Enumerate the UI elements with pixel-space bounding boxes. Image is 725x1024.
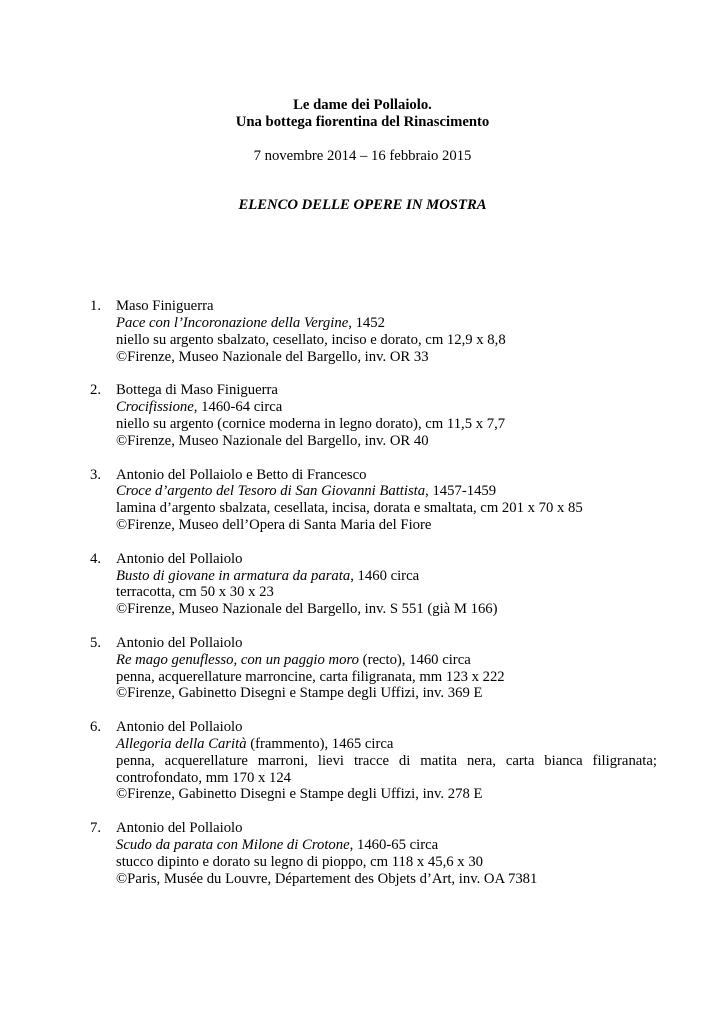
work-technique: lamina d’argento sbalzata, cesellata, incisa, dorata e smaltata, cm 201 x 70 x 85	[116, 500, 583, 517]
exhibition-dates: 7 novembre 2014 – 16 febbraio 2015	[253, 147, 472, 164]
work-title-rest: (recto), 1460 circa	[359, 651, 471, 668]
work-title-rest: , 1460-64 circa	[193, 399, 283, 416]
work-credit: ©Firenze, Museo Nazionale del Bargello, inv. S 551 (già M 166)	[116, 601, 498, 618]
work-title-line	[116, 315, 657, 332]
work-title-rest: , 1460-65 circa	[349, 836, 439, 853]
work-title: Crocifissione	[116, 399, 194, 416]
work-author: Antonio del Pollaiolo e Betto di Francesco	[116, 466, 367, 483]
list-item	[0, 719, 725, 803]
work-author: Bottega di Maso Finiguerra	[116, 382, 278, 399]
item-number: 2.	[90, 382, 102, 399]
work-title-line	[116, 736, 657, 753]
list-item	[0, 298, 725, 365]
item-body	[116, 635, 657, 702]
work-technique: niello su argento sbalzato, cesellato, inciso e dorato, cm 12,9 x 8,8	[116, 331, 506, 348]
item-number: 5.	[90, 634, 102, 651]
title-line-1: Le dame dei Pollaiolo.	[293, 97, 432, 113]
list-item	[0, 382, 725, 449]
work-title-line	[116, 837, 657, 854]
work-author: Maso Finiguerra	[116, 298, 214, 315]
item-body	[116, 467, 657, 534]
work-author: Antonio del Pollaiolo	[116, 634, 243, 651]
list-item	[0, 467, 725, 534]
work-title-rest: , 1460 circa	[350, 567, 420, 584]
work-credit: ©Firenze, Museo dell’Opera di Santa Maria del Fiore	[116, 516, 432, 533]
work-title: Allegoria della Carità	[116, 735, 247, 752]
work-credit: ©Firenze, Gabinetto Disegni e Stampe degli Uffizi, inv. 278 E	[116, 786, 483, 803]
list-item	[0, 820, 725, 887]
work-title: Re mago genuflesso, con un paggio moro	[116, 651, 359, 668]
work-title: Scudo da parata con Milone di Crotone	[116, 836, 350, 853]
work-credit: ©Firenze, Gabinetto Disegni e Stampe degli Uffizi, inv. 369 E	[116, 685, 483, 702]
work-title-rest: (frammento), 1465 circa	[246, 735, 394, 752]
item-number: 6.	[90, 719, 102, 736]
work-technique: penna, acquerellature marroni, lievi tracce di matita nera, carta bianca filigranata; controfondato, mm 170 x 124	[116, 752, 657, 786]
work-technique: penna, acquerellature marroncine, carta filigranata, mm 123 x 222	[116, 668, 505, 685]
work-author: Antonio del Pollaiolo	[116, 820, 243, 837]
item-body	[116, 382, 657, 449]
item-body	[116, 298, 657, 365]
title-line-2: Una bottega fiorentina del Rinascimento	[235, 113, 490, 130]
work-credit: ©Firenze, Museo Nazionale del Bargello, inv. OR 40	[116, 432, 429, 449]
work-title-rest: , 1452	[348, 314, 385, 331]
work-title-line	[116, 399, 657, 416]
work-author: Antonio del Pollaiolo	[116, 550, 243, 567]
works-list	[0, 298, 725, 887]
list-item	[0, 551, 725, 618]
document-title	[0, 97, 725, 131]
work-author: Antonio del Pollaiolo	[116, 719, 243, 736]
section-heading: ELENCO DELLE OPERE IN MOSTRA	[238, 197, 487, 214]
work-technique: niello su argento (cornice moderna in legno dorato), cm 11,5 x 7,7	[116, 415, 506, 432]
work-title-rest: , 1457-1459	[425, 483, 497, 500]
item-number: 4.	[90, 550, 102, 567]
item-number: 1.	[90, 298, 102, 315]
work-technique: terracotta, cm 50 x 30 x 23	[116, 584, 274, 601]
item-number: 7.	[90, 820, 102, 837]
work-title: Croce d’argento del Tesoro di San Giovanni Battista	[116, 483, 426, 500]
work-title-line	[116, 483, 657, 500]
work-title-line	[116, 652, 657, 669]
item-body	[116, 820, 657, 887]
work-title: Busto di giovane in armatura da parata	[116, 567, 351, 584]
work-credit: ©Paris, Musée du Louvre, Département des Objets d’Art, inv. OA 7381	[116, 870, 538, 887]
work-credit: ©Firenze, Museo Nazionale del Bargello, inv. OR 33	[116, 348, 429, 365]
work-technique: stucco dipinto e dorato su legno di pioppo, cm 118 x 45,6 x 30	[116, 853, 484, 870]
list-item	[0, 635, 725, 702]
item-body	[116, 719, 657, 803]
item-number: 3.	[90, 466, 102, 483]
item-body	[116, 551, 657, 618]
work-title: Pace con l’Incoronazione della Vergine	[116, 314, 349, 331]
work-title-line	[116, 568, 657, 585]
